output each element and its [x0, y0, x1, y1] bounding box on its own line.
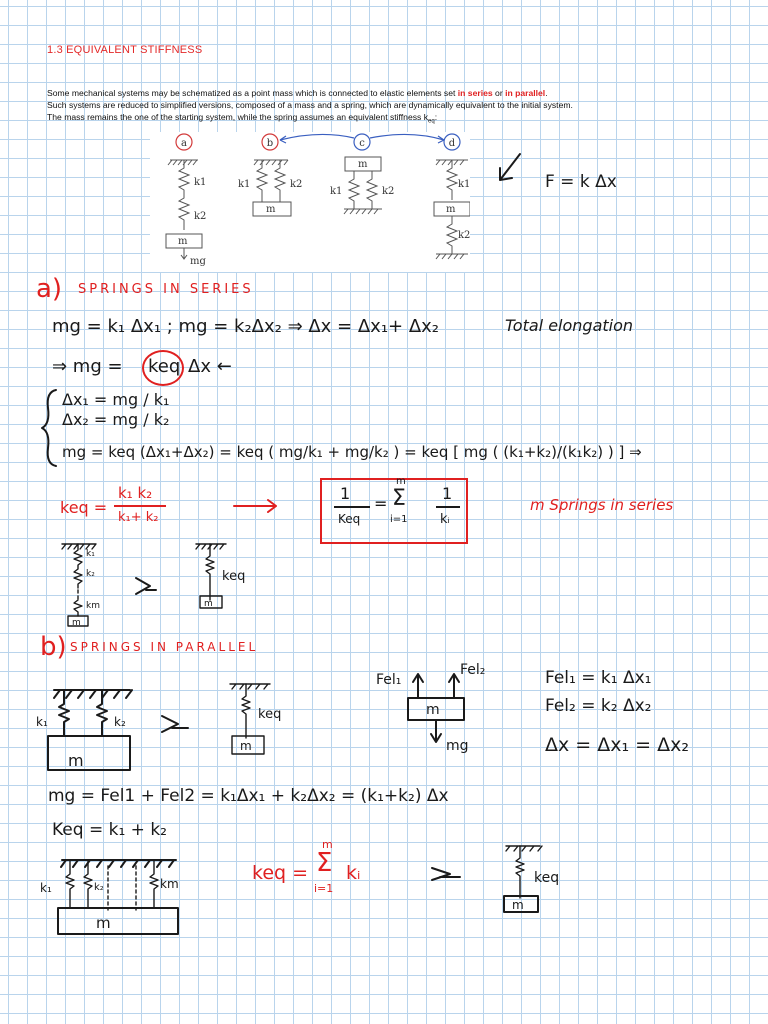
- keq-series-label: keq =: [60, 498, 108, 517]
- intro-text: Some mechanical systems may be schematized as a point mass which is connected to elastic elements set: [47, 88, 458, 98]
- intro-line-2: Such systems are reduced to simplified versions, composed of a mass and a spring, which are dynamically equivalent to the initial system.: [47, 100, 573, 110]
- svg-text:k₁: k₁: [36, 715, 48, 729]
- parallel-force-sum: mg = Fel1 + Fel2 = k₁Δx₁ + k₂Δx₂ = (k₁+k₂) Δx: [48, 786, 449, 806]
- eq-subscript: eq: [428, 118, 435, 125]
- svg-text:b: b: [266, 138, 274, 149]
- intro-paragraph: [47, 87, 727, 128]
- series-heading-letter: a): [36, 274, 63, 304]
- svg-text:k2: k2: [458, 230, 470, 241]
- series-eq-2-post: Δx ←: [188, 356, 232, 377]
- in-series-highlight: in series: [457, 88, 493, 98]
- parallel-sigma-icon: Σ: [316, 848, 333, 878]
- n-springs-in-series-note: m Springs in series: [530, 496, 674, 514]
- svg-text:m: m: [204, 599, 213, 609]
- svg-text:m: m: [512, 898, 524, 912]
- box-rhs-bar: [436, 506, 460, 508]
- svg-text:k₁: k₁: [86, 549, 95, 559]
- config-d: [434, 160, 470, 259]
- svg-text:k2: k2: [194, 211, 207, 222]
- intro-period: .: [545, 88, 548, 98]
- intro-line-3-text: The mass remains the one of the starting system, while the spring assumes an equivalent stiffness k: [47, 112, 429, 122]
- parallel-keq-general-rhs: kᵢ: [346, 862, 361, 884]
- equivalence-arrow-icon: [158, 710, 198, 740]
- keq-circled-label: keq: [148, 356, 181, 377]
- svg-text:m: m: [240, 739, 252, 753]
- series-result-arrow-icon: [232, 496, 282, 516]
- box-lhs-bar: [334, 506, 370, 508]
- parallel-n-springs-sketch: [36, 852, 186, 942]
- svg-text:k1: k1: [238, 179, 251, 190]
- label-c-circle: [354, 134, 370, 150]
- series-heading: SPRINGS IN SERIES: [78, 282, 254, 297]
- intro-line-3: [47, 111, 727, 128]
- svg-text:m: m: [358, 159, 368, 170]
- svg-text:mg: mg: [446, 738, 469, 754]
- box-lhs-num: 1: [340, 484, 351, 503]
- parallel-general-equivalent-sketch: [496, 838, 596, 918]
- free-body-diagram: [370, 650, 510, 760]
- fel1-equation: Fel₁ = k₁ Δx₁: [545, 668, 652, 688]
- parallel-sum-bottom: i=1: [314, 882, 334, 895]
- pointer-arrow-icon: [490, 150, 530, 190]
- label-d-circle: [444, 134, 460, 150]
- svg-text:km: km: [160, 877, 179, 891]
- arrow-c-to-b: [280, 134, 354, 140]
- parallel-equivalent-sketch: [222, 674, 302, 764]
- series-eq-2-pre: ⇒ mg =: [52, 356, 123, 377]
- spring-configurations-figure: [150, 132, 470, 272]
- svg-text:k2: k2: [382, 186, 395, 197]
- box-sum-bottom: i=1: [390, 514, 408, 525]
- svg-text:Fel₁: Fel₁: [376, 672, 402, 688]
- label-b-circle: [262, 134, 278, 150]
- keq-series-numerator: k₁ k₂: [118, 484, 153, 502]
- svg-text:k1: k1: [458, 179, 470, 190]
- figure-svg: [150, 132, 470, 272]
- sigma-icon: Σ: [392, 486, 406, 511]
- intro-or: or: [492, 88, 506, 98]
- keq-series-denominator: k₁+ k₂: [118, 510, 159, 525]
- box-rhs-den: kᵢ: [440, 512, 450, 527]
- box-lhs-den: Keq: [338, 512, 361, 526]
- parallel-sketch-two-springs: [30, 676, 140, 776]
- svg-text:c: c: [359, 138, 365, 149]
- svg-text:k1: k1: [194, 177, 207, 188]
- intro-line-1: [47, 87, 727, 99]
- force-law: F = k Δx: [545, 172, 617, 192]
- svg-text:k₂: k₂: [114, 715, 126, 729]
- series-system-line-3: mg = keq (Δx₁+Δx₂) = keq ( mg/k₁ + mg/k₂ ) = keq [ mg ( (k₁+k₂)/(k₁k₂) ) ] ⇒: [62, 443, 642, 461]
- series-system-line-1: Δx₁ = mg / k₁: [62, 390, 170, 409]
- box-sum-top: m: [396, 476, 406, 487]
- label-a-circle: [176, 134, 192, 150]
- svg-text:mg: mg: [190, 256, 206, 267]
- svg-text:keq: keq: [534, 870, 560, 886]
- box-equals: =: [374, 494, 388, 513]
- config-b: [238, 160, 302, 216]
- in-parallel-highlight: in parallel: [505, 88, 546, 98]
- svg-text:Fel₂: Fel₂: [460, 662, 486, 678]
- svg-text:m: m: [266, 204, 276, 215]
- series-system-line-2: Δx₂ = mg / k₂: [62, 410, 170, 429]
- svg-text:k₁: k₁: [40, 881, 52, 895]
- intro-colon: :: [434, 112, 438, 122]
- parallel-heading-letter: b): [40, 632, 67, 662]
- arrow-c-to-d: [370, 134, 444, 140]
- elongation-equality: Δx = Δx₁ = Δx₂: [545, 734, 689, 756]
- svg-text:a: a: [181, 138, 187, 149]
- config-a-series: [166, 160, 206, 267]
- svg-text:keq: keq: [258, 707, 282, 722]
- svg-text:k₂: k₂: [94, 882, 104, 893]
- parallel-sum-top: m: [322, 838, 333, 851]
- series-eq-1: mg = k₁ Δx₁ ; mg = k₂Δx₂ ⇒ Δx = Δx₁+ Δx₂: [52, 316, 440, 337]
- svg-text:m: m: [68, 751, 84, 770]
- svg-text:k₂: k₂: [86, 569, 95, 579]
- svg-text:m: m: [426, 702, 440, 718]
- keq-series-fraction-bar: [114, 505, 166, 507]
- parallel-implies-arrow-icon: [428, 862, 468, 886]
- fel2-equation: Fel₂ = k₂ Δx₂: [545, 696, 652, 716]
- svg-text:m: m: [96, 914, 111, 932]
- parallel-keq-general-lhs: keq =: [252, 862, 309, 884]
- section-title: 1.3 EQUIVALENT STIFFNESS: [47, 44, 203, 56]
- box-rhs-num: 1: [442, 484, 453, 503]
- total-elongation-label: Total elongation: [505, 316, 634, 335]
- system-brace: [40, 388, 60, 468]
- series-sketch: [40, 534, 246, 628]
- parallel-heading: SPRINGS IN PARALLEL: [70, 640, 259, 654]
- parallel-keq: Keq = k₁ + k₂: [52, 820, 167, 840]
- svg-text:keq: keq: [222, 569, 246, 584]
- svg-text:m: m: [446, 204, 456, 215]
- config-c: [330, 157, 394, 214]
- svg-text:k2: k2: [290, 179, 303, 190]
- svg-text:d: d: [448, 138, 456, 149]
- svg-text:m: m: [72, 618, 81, 628]
- svg-text:m: m: [178, 236, 188, 247]
- svg-text:km: km: [86, 601, 100, 611]
- svg-text:k1: k1: [330, 186, 343, 197]
